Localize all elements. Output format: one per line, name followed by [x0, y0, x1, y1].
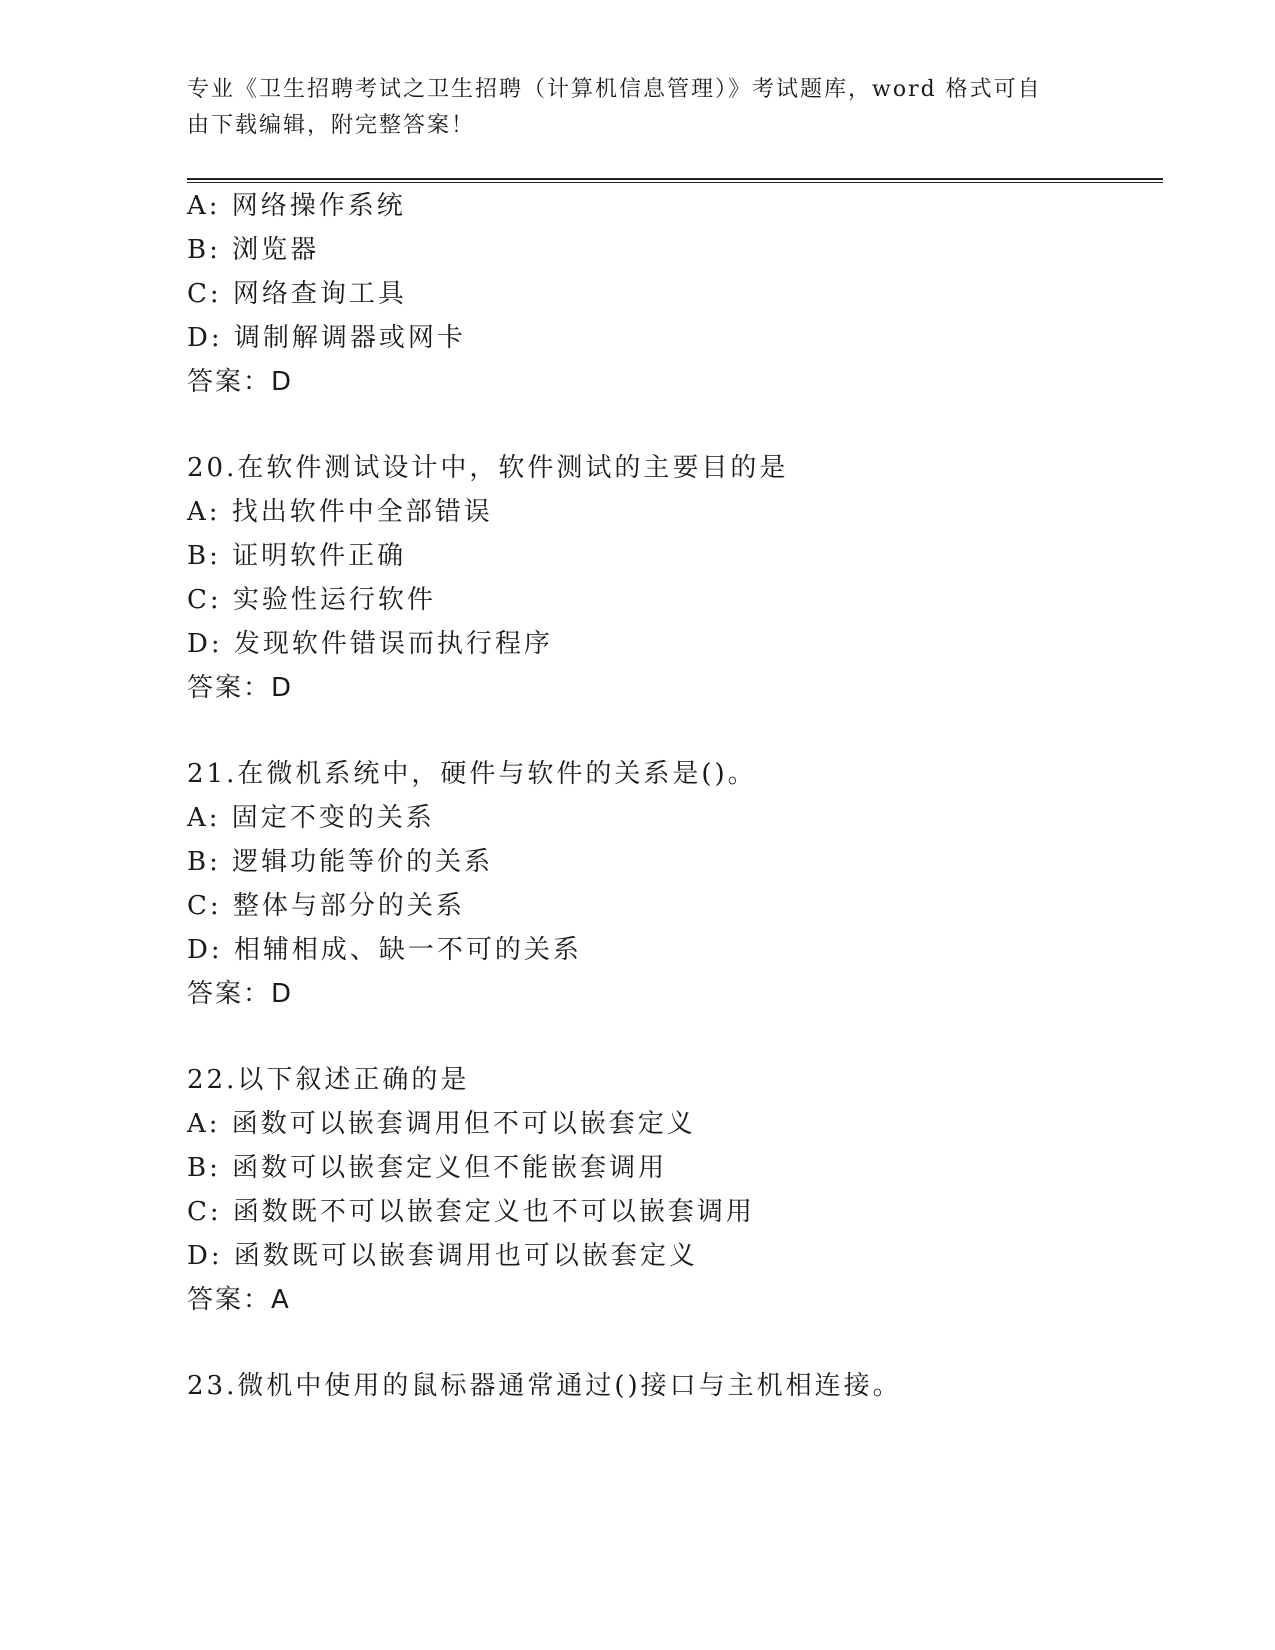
header-divider — [187, 178, 1163, 184]
divider-thin-line — [187, 182, 1163, 183]
q22-option-a: A: 函数可以嵌套调用但不可以嵌套定义 — [187, 1109, 696, 1139]
q19-option-d: D: 调制解调器或网卡 — [187, 323, 466, 353]
q19-option-b: B: 浏览器 — [187, 235, 320, 265]
q20-option-c: C: 实验性运行软件 — [187, 585, 436, 615]
q19-answer: 答案：D — [187, 367, 294, 397]
q21-option-b: B: 逻辑功能等价的关系 — [187, 847, 494, 877]
q20-answer: 答案：D — [187, 673, 294, 703]
q21-title: 21.在微机系统中，硬件与软件的关系是()。 — [187, 759, 757, 789]
q21-answer: 答案：D — [187, 979, 294, 1009]
q23-title: 23.微机中使用的鼠标器通常通过()接口与主机相连接。 — [187, 1371, 902, 1401]
q20-title: 20.在软件测试设计中，软件测试的主要目的是 — [187, 453, 789, 483]
q19-option-c: C: 网络查询工具 — [187, 279, 407, 309]
header-line-1: 专业《卫生招聘考试之卫生招聘（计算机信息管理）》考试题库，word 格式可自 — [187, 77, 1042, 102]
q21-option-a: A: 固定不变的关系 — [187, 803, 435, 833]
q21-option-c: C: 整体与部分的关系 — [187, 891, 465, 921]
q21-option-d: D: 相辅相成、缺一不可的关系 — [187, 935, 582, 965]
q22-option-b: B: 函数可以嵌套定义但不能嵌套调用 — [187, 1153, 668, 1183]
q22-answer: 答案：A — [187, 1285, 291, 1315]
q20-option-d: D: 发现软件错误而执行程序 — [187, 629, 553, 659]
header-line-2: 由下载编辑，附完整答案！ — [187, 113, 476, 138]
q22-option-c: C: 函数既不可以嵌套定义也不可以嵌套调用 — [187, 1197, 755, 1227]
document-header — [187, 72, 1067, 144]
q22-option-d: D: 函数既可以嵌套调用也可以嵌套定义 — [187, 1241, 698, 1271]
q20-option-b: B: 证明软件正确 — [187, 541, 407, 571]
q20-option-a: A: 找出软件中全部错误 — [187, 497, 493, 527]
q22-title: 22.以下叙述正确的是 — [187, 1065, 470, 1095]
q19-option-a: A: 网络操作系统 — [187, 191, 406, 221]
divider-thick-line — [187, 178, 1163, 180]
